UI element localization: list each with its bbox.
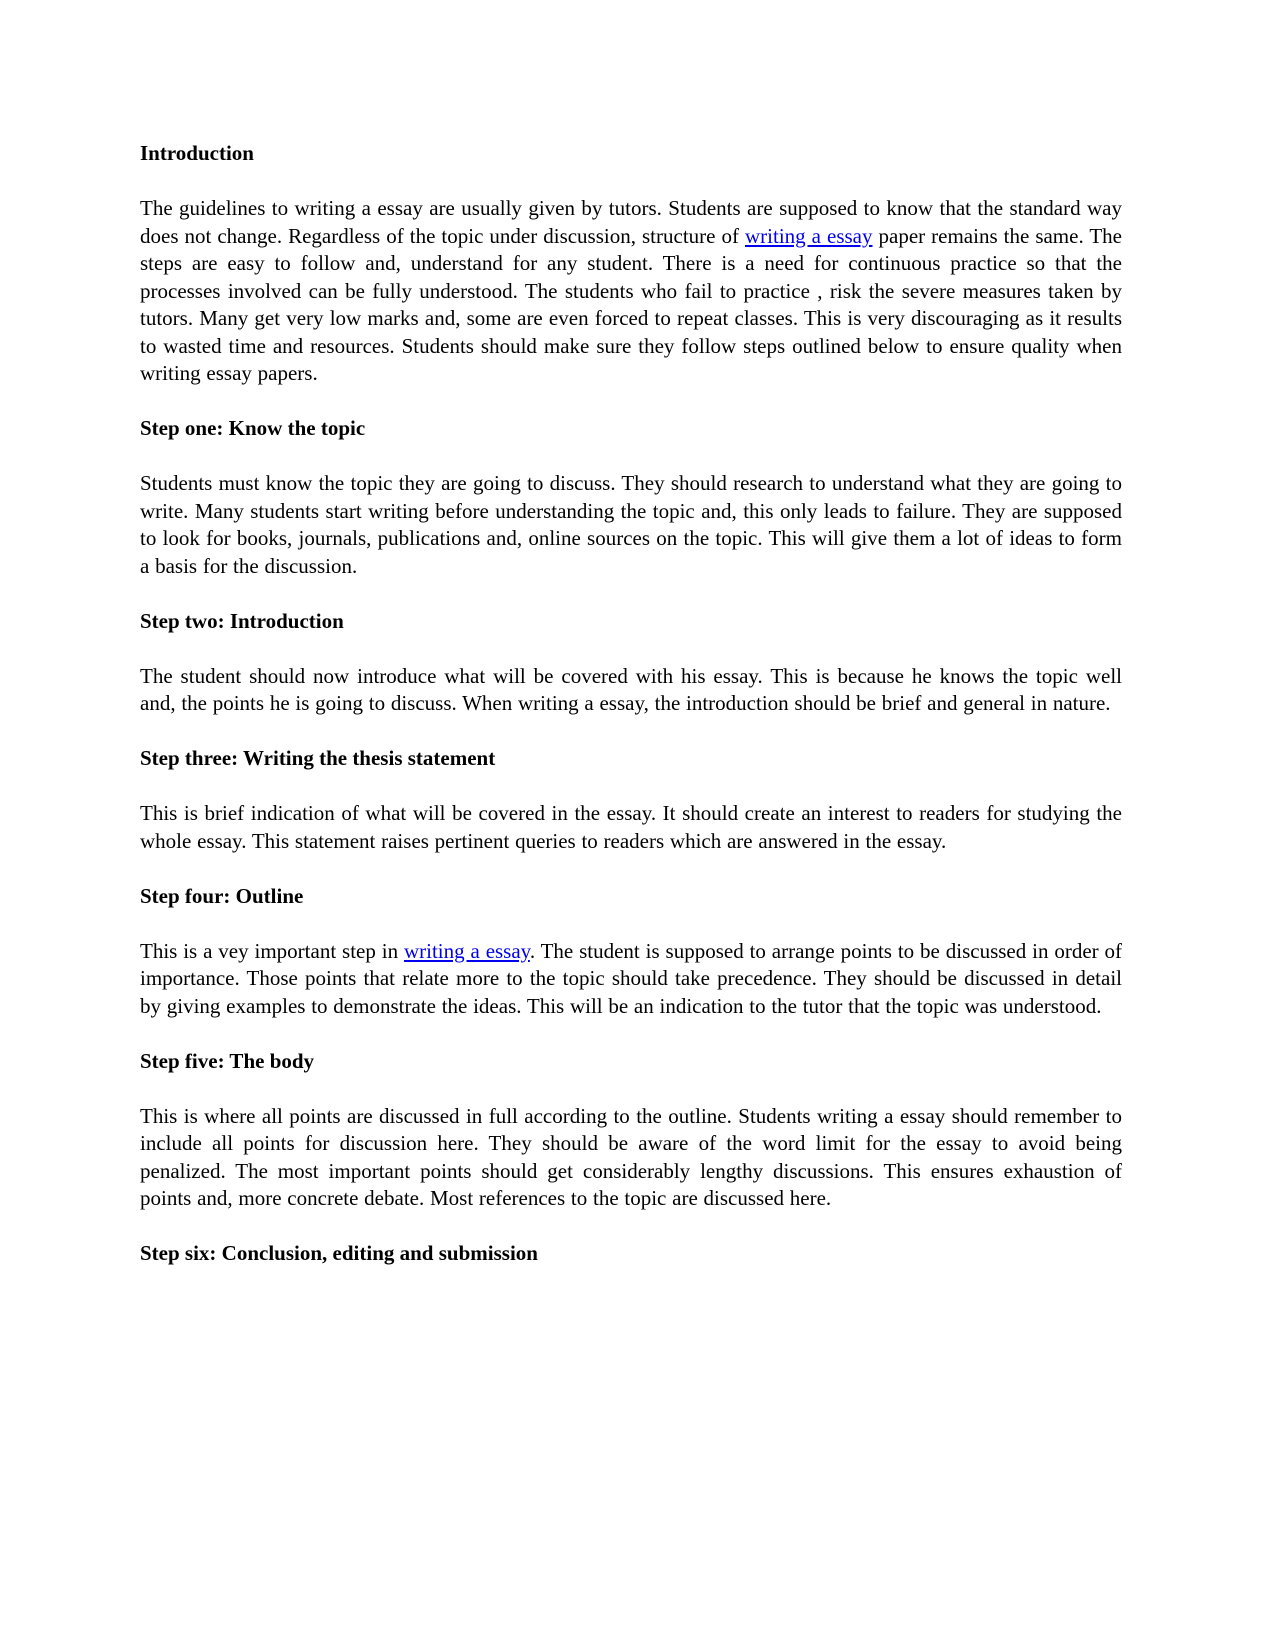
- section-paragraph: [140, 470, 1122, 580]
- paragraph-text: The student should now introduce what will be covered with his essay. This is because he knows the topic well and, the points he is going to discuss. When writing a essay, the introduction should be brief and general in nature.: [140, 663, 1122, 715]
- paragraph-text: paper remains the same. The steps are easy to follow and, understand for any student. There is a need for continuous practice so that the processes involved can be fully understood. The students who fail to practice , risk the severe measures taken by tutors. Many get very low marks and, some are even forced to repeat classes. This is very discouraging as it results to wasted time and resources. Students should make sure they follow steps outlined below to ensure quality when writing essay papers.: [140, 223, 1122, 385]
- paragraph-text: This is brief indication of what will be covered in the essay. It should create an interest to readers for studying the whole essay. This statement raises pertinent queries to readers which are answered in the essay.: [140, 801, 1122, 853]
- paragraph-text: Students must know the topic they are going to discuss. They should research to understand what they are going to write. Many students start writing before understanding the topic and, this only leads to failure. They are supposed to look for books, journals, publications and, online sources on the topic. This will give them a lot of ideas to form a basis for the discussion.: [140, 471, 1122, 578]
- section-paragraph: [140, 663, 1122, 718]
- section-paragraph: [140, 800, 1122, 855]
- section-heading: Step six: Conclusion, editing and submission: [140, 1241, 538, 1265]
- paragraph-text: . The student is supposed to arrange points to be discussed in order of importance. Those points that relate more to the topic should take precedence. They should be discussed in detail by giving examples to demonstrate the ideas. This will be an indication to the tutor that the topic was understood.: [140, 938, 1123, 1018]
- paragraph-text: This is where all points are discussed in full according to the outline. Students writing a essay should remember to include all points for discussion here. They should be aware of the word limit for the essay to avoid being penalized. The most important points should get considerably lengthy discussions. This ensures exhaustion of points and, more concrete debate. Most references to the topic are discussed here.: [140, 1103, 1122, 1210]
- paragraph-text: This is a vey important step in: [140, 938, 404, 963]
- section-heading: Step five: The body: [140, 1048, 315, 1073]
- writing-a-essay-link[interactable]: writing a essay: [403, 938, 530, 963]
- section-heading: Step three: Writing the thesis statement: [140, 746, 496, 770]
- paragraph-text: The guidelines to writing a essay are usually given by tutors. Students are supposed to know that the standard way does not change. Regardless of the topic under discussion, structure of: [140, 196, 1122, 248]
- document-body: [140, 140, 1122, 1268]
- section-heading: Step one: Know the topic: [140, 416, 366, 440]
- section-paragraph: [140, 195, 1122, 388]
- section-heading: Step four: Outline: [140, 883, 304, 908]
- section-heading: Introduction: [140, 141, 254, 165]
- section-heading: Step two: Introduction: [140, 608, 344, 633]
- section-paragraph: [140, 938, 1122, 1021]
- writing-a-essay-link[interactable]: writing a essay: [745, 223, 873, 248]
- section-paragraph: [140, 1103, 1122, 1213]
